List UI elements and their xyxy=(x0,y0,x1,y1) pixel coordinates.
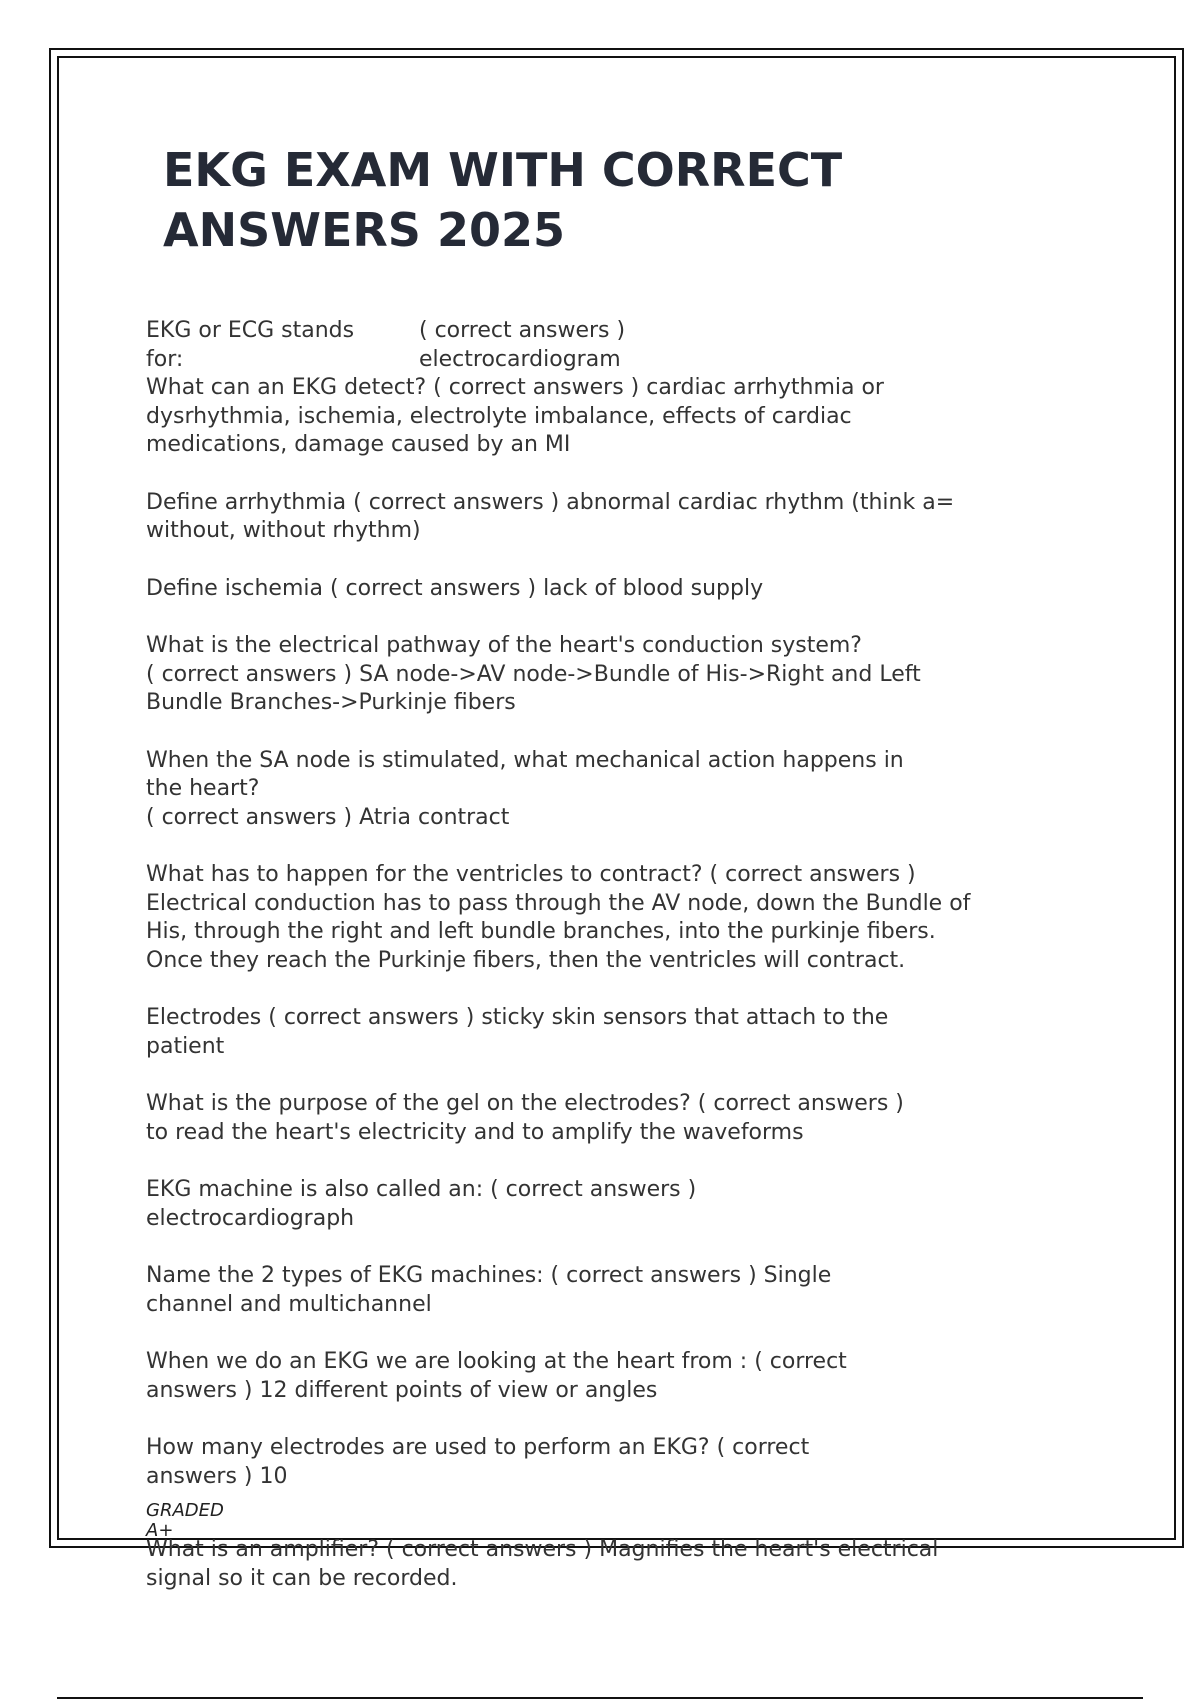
graded-watermark xyxy=(146,1501,224,1541)
qa-list xyxy=(146,317,1086,1520)
title-line-2: ANSWERS 2025 xyxy=(163,203,565,257)
qa-line: answers ) 10 xyxy=(146,1463,288,1489)
qa-line: signal so it can be recorded. xyxy=(146,1565,458,1591)
qa-item-amplifier xyxy=(146,1536,1086,1593)
qa-line: How many electrodes are used to perform an EKG? ( correct xyxy=(146,1435,810,1460)
qa-item-ischemia xyxy=(146,575,1086,604)
qa-line: Define ischemia ( correct answers ) lack of blood supply xyxy=(146,575,764,601)
qa-line: ( correct answers ) SA node->AV node->Bundle of His->Right and Left xyxy=(146,661,921,687)
qa-line: without, without rhythm) xyxy=(146,518,421,543)
qa-line: What is an amplifier? ( correct answers ) Magnifies the heart's electrical xyxy=(146,1537,939,1562)
qa-answer xyxy=(419,317,1019,374)
document-title xyxy=(163,140,923,260)
qa-line: the heart? xyxy=(146,776,260,801)
qa-item-machine-types xyxy=(146,1262,1086,1319)
qa-item-ekg-detect xyxy=(146,374,1086,460)
qa-item-ventricles xyxy=(146,861,1086,975)
title-line-1: EKG EXAM WITH CORRECT xyxy=(163,143,843,197)
qa-line: Bundle Branches->Purkinje fibers xyxy=(146,690,516,715)
qa-item-views xyxy=(146,1348,1086,1405)
qa-item-electrodes xyxy=(146,1004,1086,1061)
qa-line: answers ) 12 different points of view or angles xyxy=(146,1377,658,1403)
qa-item-sa-node xyxy=(146,747,1086,833)
qa-answer-line: ( correct answers ) xyxy=(419,318,626,343)
qa-line: Define arrhythmia ( correct answers ) abnormal cardiac rhythm (think a= xyxy=(146,489,955,515)
qa-line: What can an EKG detect? ( correct answers ) cardiac arrhythmia or xyxy=(146,375,884,400)
qa-line: Electrical conduction has to pass through the AV node, down the Bundle of xyxy=(146,890,971,916)
qa-line: electrocardiograph xyxy=(146,1205,355,1231)
qa-line: When the SA node is stimulated, what mechanical action happens in xyxy=(146,747,904,773)
qa-item-ekg-stands-for xyxy=(146,317,1086,374)
qa-line: What is the electrical pathway of the heart's conduction system? xyxy=(146,633,862,658)
qa-line: What has to happen for the ventricles to contract? ( correct answers ) xyxy=(146,862,916,887)
bottom-rule xyxy=(57,1697,1143,1699)
grade-value: A+ xyxy=(146,1520,174,1541)
qa-line: medications, damage caused by an MI xyxy=(146,432,571,457)
qa-item-gel xyxy=(146,1090,1086,1147)
qa-line: ( correct answers ) Atria contract xyxy=(146,804,510,830)
qa-question xyxy=(146,317,419,374)
qa-line: EKG machine is also called an: ( correct answers ) xyxy=(146,1177,697,1202)
qa-question-line: EKG or ECG stands xyxy=(146,318,355,343)
qa-line: His, through the right and left bundle branches, into the purkinje fibers. xyxy=(146,919,936,944)
qa-line: patient xyxy=(146,1033,225,1059)
qa-item-arrhythmia xyxy=(146,489,1086,546)
qa-question-line: for: xyxy=(146,346,184,372)
qa-line: Name the 2 types of EKG machines: ( correct answers ) Single xyxy=(146,1263,832,1288)
qa-item-machine-name xyxy=(146,1176,1086,1233)
qa-line: Electrodes ( correct answers ) sticky skin sensors that attach to the xyxy=(146,1005,889,1030)
qa-line: channel and multichannel xyxy=(146,1291,432,1317)
qa-item-electrode-count xyxy=(146,1434,1086,1491)
qa-answer-line: electrocardiogram xyxy=(419,346,621,372)
qa-line: to read the heart's electricity and to amplify the waveforms xyxy=(146,1119,804,1145)
qa-item-conduction-pathway xyxy=(146,632,1086,718)
graded-label: GRADED xyxy=(146,1500,224,1521)
qa-line: dysrhythmia, ischemia, electrolyte imbalance, effects of cardiac xyxy=(146,403,852,429)
qa-line: Once they reach the Purkinje fibers, then the ventricles will contract. xyxy=(146,947,906,973)
qa-line: When we do an EKG we are looking at the heart from : ( correct xyxy=(146,1349,847,1374)
qa-line: What is the purpose of the gel on the electrodes? ( correct answers ) xyxy=(146,1091,904,1116)
